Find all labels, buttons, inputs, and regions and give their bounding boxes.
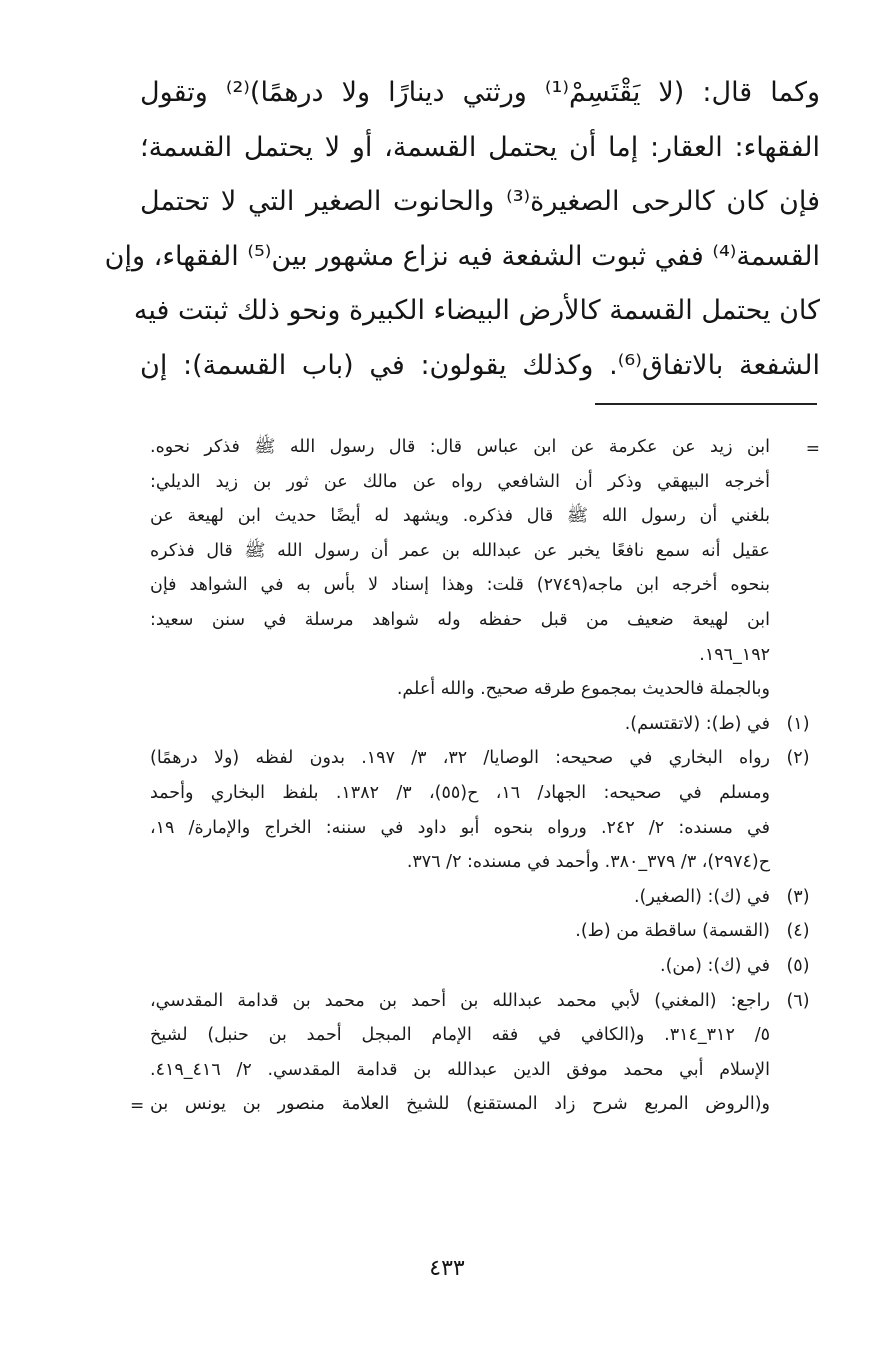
footnote-line: وبالجملة فالحديث بمجموع طرقه صحيح. والله أعلم. [396,679,770,700]
footnote-6 [130,984,820,1122]
footnote-5 [150,949,820,984]
footnote-line: (القسمة) ساقطة من (ط). [575,921,770,942]
footnote-2 [150,741,820,879]
footnote-line: رواه البخاري في صحيحه: الوصايا/ ٣٢، ٣/ ١٩٧. بدون لفظه (ولا درهمًا) [150,748,770,769]
footnote-line: في (ك): (من). [660,955,770,976]
main-text-line-4: القسمة⁽⁴⁾ ففي ثبوت الشفعة فيه نزاع مشهور بين⁽⁵⁾ الفقهاء، وإن [104,240,820,272]
main-text-line-5: كان يحتمل القسمة كالأرض البيضاء الكبيرة ونحو ذلك ثبتت فيه [133,295,820,326]
footnote-line: ابن لهيعة ضعيف من قبل حفظه وله شواهد مرسلة في سنن سعيد: [150,609,770,630]
footnote-number: (٤) [786,921,810,942]
footnote-line: راجع: (المغني) لأبي محمد عبدالله بن أحمد بن محمد بن قدامة المقدسي، [150,990,770,1011]
footnote-line: الإسلام أبي محمد موفق الدين عبدالله بن قدامة المقدسي. ٢/ ٤١٦_٤١٩. [150,1059,770,1080]
footnote-3 [150,880,820,915]
footnote-line: ٥/ ٣١٢_٣١٤. و(الكافي في فقه الإمام المبجل أحمد بن حنبل) لشيخ [150,1025,770,1046]
main-text-line-1: وكما قال: (لا يَقْتَسِمْ⁽¹⁾ ورثتي دينارًا ولا درهمًا)⁽²⁾ وتقول [140,77,820,108]
footnote-line: ١٩٢_١٩٦. [699,644,770,665]
footnote-continuation [150,430,820,707]
footnote-line: عقيل أنه سمع نافعًا يخبر عن عبدالله بن عمر أن رسول الله ﷺ قال فذكره [150,540,770,561]
footnote-line: بلغني أن رسول الله ﷺ قال فذكره. ويشهد له أيضًا حديث ابن لهيعة عن [150,506,770,527]
footnote-number: (٣) [786,886,810,907]
footnote-separator [595,403,817,405]
page-number: ٤٣٣ [429,1256,465,1281]
main-text-line-2: الفقهاء: العقار: إما أن يحتمل القسمة، أو لا يحتمل القسمة؛ [140,131,820,163]
footnote-number: (٦) [786,990,810,1011]
footnote-1 [150,707,820,742]
footnote-line: ابن زيد عن عكرمة عن ابن عباس قال: قال رسول الله ﷺ فذكر نحوه. [150,437,770,457]
main-text-line-6: الشفعة بالاتفاق⁽⁶⁾. وكذلك يقولون: في (باب القسمة): إن [140,349,820,381]
footnote-line: أخرجه البيهقي وذكر أن الشافعي رواه عن مالك عن ثور بن زيد الديلي: [150,471,770,492]
footnote-line: و(الروض المربع شرح زاد المستقنع) للشيخ العلامة منصور بن يونس بن [150,1094,770,1115]
footnote-line: في (ط): (لاتقتسم). [624,713,770,734]
footnote-number: (٥) [786,955,810,976]
footnote-number: (١) [786,713,810,734]
continuation-end-marker: = [130,1095,145,1116]
footnote-line: في (ك): (الصغير). [633,886,770,907]
main-text-line-3: فإن كان كالرحى الصغيرة⁽³⁾ والحانوت الصغير التي لا تحتمل [140,186,820,217]
footnote-line: ومسلم في صحيحه: الجهاد/ ١٦، ح(٥٥)، ٣/ ١٣٨٢. بلفظ البخاري وأحمد [150,782,770,803]
footnote-line: بنحوه أخرجه ابن ماجه(٢٧٤٩) قلت: وهذا إسناد لا بأس به في الشواهد فإن [150,575,770,596]
footnote-line: في مسنده: ٢/ ٢٤٢. ورواه بنحوه أبو داود في سننه: الخراج والإمارة/ ١٩، [150,817,770,838]
main-body-text [104,66,820,393]
footnotes-section [130,430,820,1122]
footnote-number: (٢) [786,748,810,769]
continuation-marker: = [805,439,820,459]
footnote-4 [150,914,820,949]
footnote-line: ح(٢٩٧٤)، ٣/ ٣٧٩_٣٨٠. وأحمد في مسنده: ٢/ ٣٧٦. [406,852,770,873]
